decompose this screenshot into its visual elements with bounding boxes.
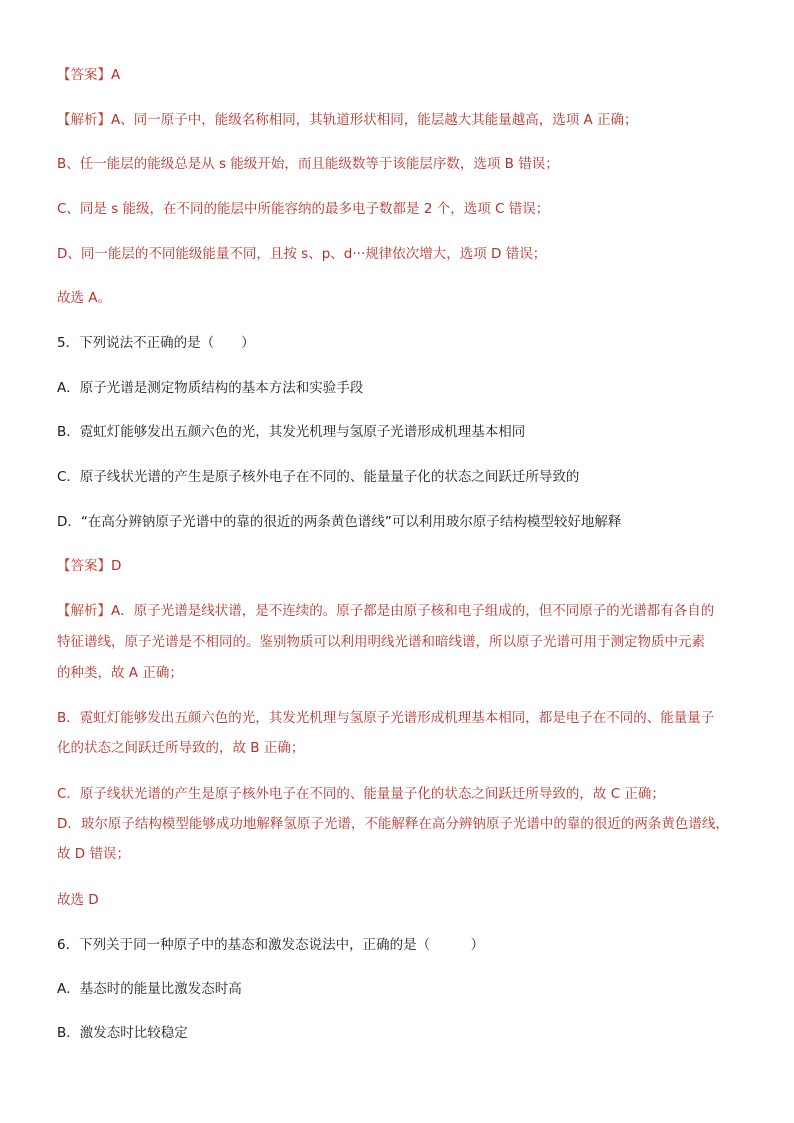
analysis-option-c: C、同是 s 能级，在不同的能层中所能容纳的最多电子数都是 2 个，选项 C 错误； — [57, 201, 550, 217]
answer-tag: 【答案】 — [57, 67, 111, 83]
analysis-conclusion: 故选 A。 — [57, 290, 112, 306]
analysis-conclusion: 故选 D — [57, 892, 99, 908]
answer-tag: 【答案】 — [57, 558, 111, 574]
answer-line — [57, 556, 121, 576]
question-option-d: D．“在高分辨钠原子光谱中的靠的很近的两条黄色谱线”可以利用玻尔原子结构模型较好地解释 — [57, 514, 622, 530]
question-option-c: C．原子线状光谱的产生是原子核外电子在不同的、能量量子化的状态之间跃迁所导致的 — [57, 469, 580, 485]
question-stem: 6．下列关于同一种原子中的基态和激发态说法中，正确的是（ ） — [57, 937, 485, 953]
analysis-option-c: C．原子线状光谱的产生是原子核外电子在不同的、能量量子化的状态之间跃迁所导致的，故 C 正确； — [57, 786, 665, 802]
analysis-continuation: 的种类，故 A 正确； — [57, 665, 183, 681]
analysis-tag: 【解析】 — [57, 112, 111, 128]
analysis-option-d: D、同一能层的不同能级能量不同，且按 s、p、d···规律依次增大，选项 D 错误； — [57, 246, 547, 262]
analysis-continuation: 特征谱线，原子光谱是不相同的。鉴别物质可以利用明线光谱和暗线谱，所以原子光谱可用于测定物质中元素 — [57, 634, 705, 650]
analysis-tag: 【解析】 — [57, 603, 111, 619]
answer-value: A — [111, 67, 121, 83]
answer-line — [57, 65, 120, 85]
analysis-text: A、同一原子中，能级名称相同，其轨道形状相同，能层越大其能量越高，选项 A 正确； — [111, 112, 638, 128]
analysis-continuation: 故 D 错误； — [57, 846, 130, 862]
answer-value: D — [111, 558, 122, 574]
analysis-text: A．原子光谱是线状谱，是不连续的。原子都是由原子核和电子组成的，但不同原子的光谱都有各自的 — [111, 603, 715, 619]
analysis-option-d: D．玻尔原子结构模型能够成功地解释氢原子光谱，不能解释在高分辨钠原子光谱中的靠的很近的两条黄色谱线， — [57, 816, 729, 832]
analysis-continuation: 化的状态之间跃迁所导致的，故 B 正确； — [57, 740, 305, 756]
question-option-a: A．原子光谱是测定物质结构的基本方法和实验手段 — [57, 380, 364, 396]
analysis-line — [57, 110, 638, 130]
question-stem: 5．下列说法不正确的是（ ） — [57, 335, 255, 351]
question-option-a: A．基态时的能量比激发态时高 — [57, 981, 242, 997]
question-option-b: B．霓虹灯能够发出五颜六色的光，其发光机理与氢原子光谱形成机理基本相同 — [57, 424, 526, 440]
analysis-option-b: B、任一能层的能级总是从 s 能级开始，而且能级数等于该能层序数，选项 B 错误； — [57, 156, 559, 172]
analysis-option-b: B．霓虹灯能够发出五颜六色的光，其发光机理与氢原子光谱形成机理基本相同，都是电子在不同的、能量量子 — [57, 710, 715, 726]
analysis-line — [57, 601, 714, 621]
question-option-b: B．激发态时比较稳定 — [57, 1025, 188, 1041]
